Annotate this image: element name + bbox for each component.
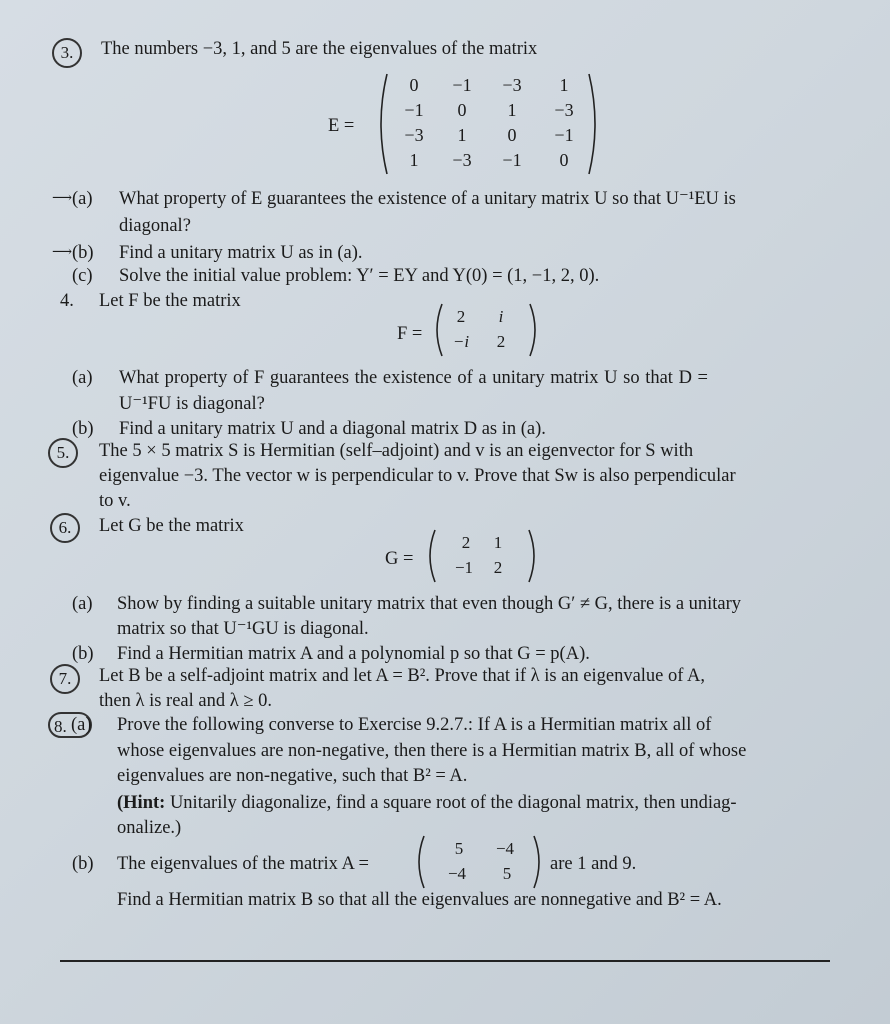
problem-8-hint-line2: onalize.) xyxy=(117,818,182,838)
matrix-a-cell: −4 xyxy=(447,864,467,883)
matrix-f-cell: −i xyxy=(452,332,470,351)
matrix-g-label: G = xyxy=(385,549,414,569)
problem-8b-post: are 1 and 9. xyxy=(550,854,637,874)
matrix-f-right-paren xyxy=(528,302,540,358)
matrix-e-cell: −1 xyxy=(554,125,574,145)
problem-6a-line2: matrix so that U⁻¹GU is diagonal. xyxy=(117,619,369,639)
problem-5-circled-number xyxy=(48,438,78,468)
matrix-e-cell: −3 xyxy=(452,150,472,170)
matrix-e-cell: −3 xyxy=(502,75,522,95)
problem-6a-label: (a) xyxy=(72,594,93,614)
problem-7-line1: Let B be a self-adjoint matrix and let A = B². Prove that if λ is an eigenvalue of A, xyxy=(99,666,706,686)
problem-6a-line1: Show by finding a suitable unitary matrix that even though G′ ≠ G, there is a unitary xyxy=(117,594,742,614)
matrix-e-cell: 1 xyxy=(457,125,467,145)
problem-3a-line2: diagonal? xyxy=(119,216,191,236)
matrix-a-right-paren xyxy=(532,834,544,890)
matrix-f-cell: 2 xyxy=(496,332,506,351)
matrix-f-cell: i xyxy=(498,307,504,326)
matrix-e-cell: 0 xyxy=(409,75,419,95)
matrix-e-cell: 0 xyxy=(457,100,467,120)
problem-3b-text: Find a unitary matrix U as in (a). xyxy=(119,243,363,263)
problem-7-line2: then λ is real and λ ≥ 0. xyxy=(99,691,272,711)
matrix-g xyxy=(425,528,543,584)
matrix-a-cell: 5 xyxy=(454,839,464,858)
matrix-a-cell: 5 xyxy=(502,864,512,883)
problem-3a-line1: What property of E guarantees the existence of a unitary matrix U so that U⁻¹EU is xyxy=(119,189,736,209)
matrix-a-cell: −4 xyxy=(495,839,515,858)
matrix-a xyxy=(414,834,546,890)
problem-3-number: 3. xyxy=(60,43,74,62)
matrix-g-cell: −1 xyxy=(454,558,474,577)
problem-4a-line2: U⁻¹FU is diagonal? xyxy=(119,394,265,414)
matrix-g-cell: 2 xyxy=(493,558,503,577)
problem-8a-line3: eigenvalues are non-negative, such that B² = A. xyxy=(117,766,468,786)
problem-4a-label: (a) xyxy=(72,368,93,388)
problem-3c-label: (c) xyxy=(72,266,93,286)
problem-6-intro: Let G be the matrix xyxy=(99,516,244,536)
matrix-g-right-paren xyxy=(527,528,539,584)
matrix-e-left-paren xyxy=(375,72,389,176)
problem-4b-text: Find a unitary matrix U and a diagonal matrix D as in (a). xyxy=(119,419,546,439)
problem-5-line2: eigenvalue −3. The vector w is perpendicular to v. Prove that Sw is also perpendicular xyxy=(99,466,736,486)
problem-3a-label: (a) xyxy=(72,189,93,209)
handwritten-arrow-mark: ⟶ xyxy=(52,245,73,260)
hint-bold-label: (Hint: xyxy=(117,793,166,813)
problem-3c-text: Solve the initial value problem: Y′ = EY and Y(0) = (1, −1, 2, 0). xyxy=(119,266,600,286)
matrix-e-cell: −3 xyxy=(554,100,574,120)
problem-3-intro: The numbers −3, 1, and 5 are the eigenvalues of the matrix xyxy=(101,39,538,59)
matrix-e-cell: −3 xyxy=(404,125,424,145)
matrix-f-cell: 2 xyxy=(456,307,466,326)
problem-8a-line1: Prove the following converse to Exercise 9.2.7.: If A is a Hermitian matrix all of xyxy=(117,715,712,735)
matrix-e-cell: −1 xyxy=(404,100,424,120)
matrix-e-label: E = xyxy=(328,116,355,136)
hint-text: Unitarily diagonalize, find a square root of the diagonal matrix, then undiag- xyxy=(165,793,737,813)
matrix-e-cell: 1 xyxy=(559,75,569,95)
problem-7-number: 7. xyxy=(58,669,72,688)
problem-3-circled-number xyxy=(52,38,82,68)
problem-5-line3: to v. xyxy=(99,491,131,511)
matrix-g-cell: 2 xyxy=(461,533,471,552)
matrix-f xyxy=(432,302,544,358)
problem-3b-label: (b) xyxy=(72,243,94,263)
problem-5-line1: The 5 × 5 matrix S is Hermitian (self–adjoint) and v is an eigenvector for S with xyxy=(99,441,694,461)
handwritten-arrow-mark: ⟶ xyxy=(52,191,73,206)
problem-6-number: 6. xyxy=(58,518,72,537)
matrix-f-left-paren xyxy=(432,302,444,358)
matrix-e-cell: 1 xyxy=(507,100,517,120)
problem-8b-pre: The eigenvalues of the matrix A = xyxy=(117,854,369,874)
matrix-g-cell: 1 xyxy=(493,533,503,552)
problem-4a-line1: What property of F guarantees the existence of a unitary matrix U so that D = xyxy=(119,368,708,388)
matrix-a-left-paren xyxy=(414,834,426,890)
matrix-e-cell: −1 xyxy=(502,150,522,170)
matrix-e-cell: 1 xyxy=(409,150,419,170)
problem-7-circled-number xyxy=(50,664,80,694)
problem-6b-label: (b) xyxy=(72,644,94,664)
matrix-e-cell: 0 xyxy=(507,125,517,145)
problem-8-hint-line1 xyxy=(117,792,737,814)
matrix-e-cell: 0 xyxy=(559,150,569,170)
matrix-g-left-paren xyxy=(425,528,437,584)
problem-4-number: 4. xyxy=(60,291,74,311)
matrix-f-label: F = xyxy=(397,324,423,344)
problem-8a-line2: whose eigenvalues are non-negative, then there is a Hermitian matrix B, all of whose xyxy=(117,741,747,761)
problem-8b-line2: Find a Hermitian matrix B so that all the eigenvalues are nonnegative and B² = A. xyxy=(117,890,722,910)
problem-8a-label: (a) xyxy=(71,715,92,735)
problem-5-number: 5. xyxy=(56,443,70,462)
matrix-e-right-paren xyxy=(587,72,601,176)
matrix-e xyxy=(375,72,605,176)
problem-8b-label: (b) xyxy=(72,854,94,874)
matrix-e-cell: −1 xyxy=(452,75,472,95)
bottom-rule-divider xyxy=(60,960,830,962)
problem-6b-text: Find a Hermitian matrix A and a polynomial p so that G = p(A). xyxy=(117,644,590,664)
problem-4-intro: Let F be the matrix xyxy=(99,291,241,311)
problem-4b-label: (b) xyxy=(72,419,94,439)
problem-8-number: 8. xyxy=(54,717,67,736)
problem-6-circled-number xyxy=(50,513,80,543)
